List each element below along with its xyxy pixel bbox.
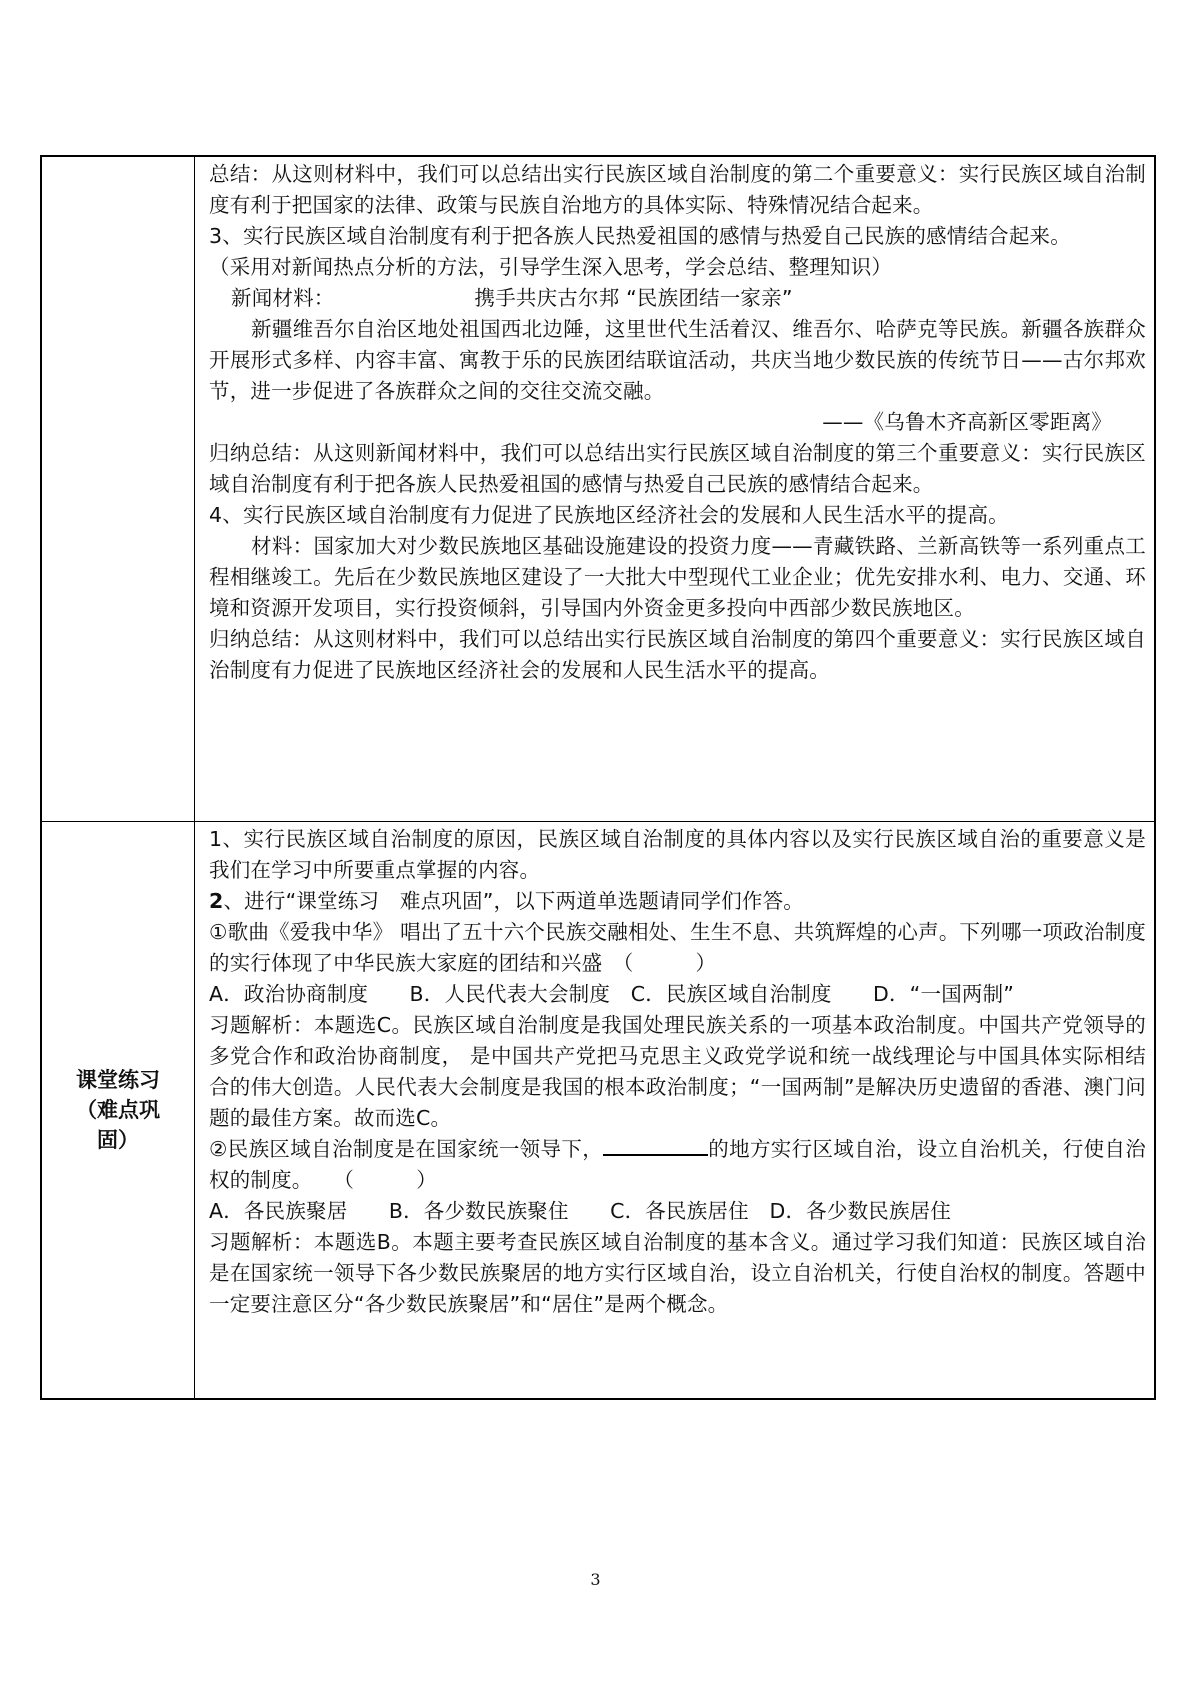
point-4-heading: 4、实行民族区域自治制度有力促进了民族地区经济社会的发展和人民生活水平的提高。 <box>209 503 1009 527</box>
summary-paragraph: 归纳总结：从这则材料中，我们可以总结出实行民族区域自治制度的第四个重要意义：实行民族区域自治制度有力促进了民族地区经济社会的发展和人民生活水平的提高。 <box>209 627 1146 682</box>
question-1-analysis: 习题解析：本题选C。民族区域自治制度是我国处理民族关系的一项基本政治制度。中国共产党领导的多党合作和政治协商制度， 是中国共产党把马克思主义政党学说和统一战线理论与中国具体实际相结合的伟大创造。人民代表大会制度是我国的根本政治制度；“一国两制”是解决历史遗留的香港、澳门问题的最佳方案。故而选C。 <box>209 1013 1146 1130</box>
table-row <box>41 156 1155 822</box>
question-2 <box>209 1134 1146 1196</box>
page-number: 3 <box>590 1570 601 1589</box>
row-content-cell <box>195 156 1156 822</box>
point-3-heading: 3、实行民族区域自治制度有利于把各族人民热爱祖国的感情与热爱自己民族的感情结合起来。 <box>209 224 1071 248</box>
lesson-table <box>40 155 1156 1400</box>
summary-paragraph: 归纳总结：从这则新闻材料中，我们可以总结出实行民族区域自治制度的第三个重要意义：实行民族区域自治制度有利于把各族人民热爱祖国的感情与热爱自己民族的感情结合起来。 <box>209 441 1146 496</box>
row-label-cell <box>41 156 195 822</box>
question-2-analysis: 习题解析：本题选B。本题主要考查民族区域自治制度的基本含义。通过学习我们知道：民族区域自治是在国家统一领导下各少数民族聚居的地方实行区域自治，设立自治机关，行使自治权的制度。答题中一定要注意区分“各少数民族聚居”和“居住”是两个概念。 <box>209 1230 1146 1316</box>
exercise-intro <box>209 886 1146 917</box>
question-2-options: A．各民族聚居 B．各少数民族聚住 C．各民族居住 D．各少数民族居住 <box>209 1199 952 1223</box>
row-label-cell <box>41 822 195 1400</box>
question-1: ①歌曲《爱我中华》 唱出了五十六个民族交融相处、生生不息、共筑辉煌的心声。下列哪一项政治制度的实行体现了中华民族大家庭的团结和兴盛 （ ） <box>209 920 1146 975</box>
question-2-part-a: ②民族区域自治制度是在国家统一领导下， <box>209 1137 604 1161</box>
news-heading <box>209 283 1146 314</box>
row-content-cell <box>195 822 1156 1400</box>
section-label: 课堂练习（难点巩固） <box>76 1068 160 1152</box>
news-title: 携手共庆古尔邦 “民族团结一家亲” <box>474 286 793 310</box>
method-note: （采用对新闻热点分析的方法，引导学生深入思考，学会总结、整理知识） <box>209 255 893 279</box>
news-body: 新疆维吾尔自治区地处祖国西北边陲，这里世代生活着汉、维吾尔、哈萨克等民族。新疆各族群众开展形式多样、内容丰富、寓教于乐的民族团结联谊活动，共庆当地少数民族的传统节日——古尔邦欢节，进一步促进了各族群众之间的交往交流交融。 <box>209 317 1146 403</box>
material-paragraph: 材料：国家加大对少数民族地区基础设施建设的投资力度——青藏铁路、兰新高铁等一系列重点工程相继竣工。先后在少数民族地区建设了一大批大中型现代工业企业；优先安排水利、电力、交通、环境和资源开发项目，实行投资倾斜，引导国内外资金更多投向中西部少数民族地区。 <box>209 534 1146 620</box>
question-1-options: A．政治协商制度 B．人民代表大会制度 C．民族区域自治制度 D．“一国两制” <box>209 982 1015 1006</box>
exercise-intro-text: 、进行“课堂练习 难点巩固”，以下两道单选题请同学们作答。 <box>223 889 805 913</box>
step-number: 2 <box>209 889 224 913</box>
intro-paragraph: 1、实行民族区域自治制度的原因，民族区域自治制度的具体内容以及实行民族区域自治的重要意义是我们在学习中所要重点掌握的内容。 <box>209 827 1146 882</box>
summary-paragraph: 总结：从这则材料中，我们可以总结出实行民族区域自治制度的第二个重要意义：实行民族区域自治制度有利于把国家的法律、政策与民族自治地方的具体实际、特殊情况结合起来。 <box>209 162 1146 217</box>
news-source: ——《乌鲁木齐高新区零距离》 <box>822 410 1112 434</box>
question-2-part-b: 的地方实行区域自治，设立自治机关，行使自治权的制度。 （ ） <box>209 1137 1146 1192</box>
news-label: 新闻材料： <box>231 286 335 310</box>
answer-blank <box>603 1136 708 1156</box>
table-row <box>41 822 1155 1400</box>
